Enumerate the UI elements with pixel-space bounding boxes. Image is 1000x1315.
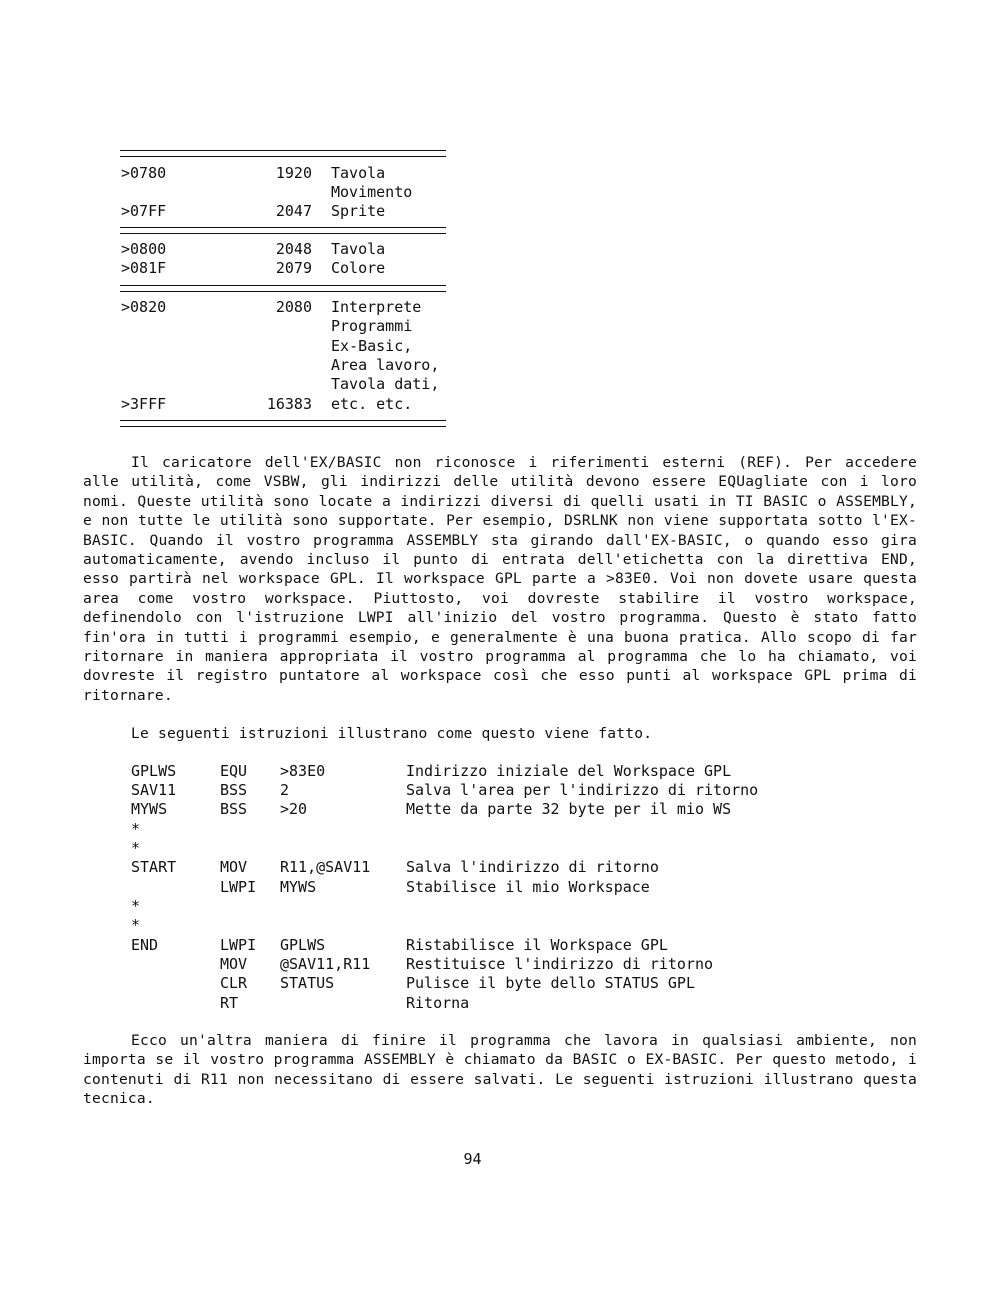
table-cell-description: Tavola dati, bbox=[331, 375, 440, 393]
code-label: MYWS bbox=[131, 800, 168, 818]
table-cell-description: Sprite bbox=[331, 202, 386, 220]
code-label: * bbox=[131, 820, 141, 838]
code-comment: Mette da parte 32 byte per il mio WS bbox=[406, 800, 732, 818]
code-comment: Restituisce l'indirizzo di ritorno bbox=[406, 955, 714, 973]
table-cell-decimal: 2047 bbox=[275, 202, 312, 220]
table-cell-description: Ex-Basic, bbox=[331, 337, 413, 355]
code-comment: Pulisce il byte dello STATUS GPL bbox=[406, 974, 695, 992]
code-operand: >20 bbox=[280, 800, 308, 818]
table-cell-description: Movimento bbox=[331, 183, 413, 201]
table-separator bbox=[120, 227, 446, 234]
table-cell-address: >0820 bbox=[121, 298, 167, 316]
code-label: GPLWS bbox=[131, 762, 177, 780]
code-opcode: CLR bbox=[220, 974, 248, 992]
code-opcode: MOV bbox=[220, 858, 248, 876]
table-cell-description: Tavola bbox=[331, 240, 386, 258]
code-opcode: LWPI bbox=[220, 878, 257, 896]
table-cell-decimal: 2079 bbox=[275, 259, 312, 277]
code-label: END bbox=[131, 936, 159, 954]
page-number: 94 bbox=[463, 1150, 482, 1168]
code-opcode: BSS bbox=[220, 800, 248, 818]
table-cell-address: >0800 bbox=[121, 240, 167, 258]
body-paragraph: Ecco un'altra maniera di finire il programma che lavora in qualsiasi ambiente, non importa se il vostro programma ASSEMBLY è chiamato da BASIC o EX-BASIC. Per questo metodo, i contenuti di R11 non necessitano di essere salvati. Le seguenti istruzioni illustrano questa tecnica. bbox=[83, 1032, 917, 1108]
table-cell-address: >07FF bbox=[121, 202, 167, 220]
body-paragraph: Le seguenti istruzioni illustrano come questo viene fatto. bbox=[131, 725, 653, 742]
code-comment: Stabilisce il mio Workspace bbox=[406, 878, 650, 896]
code-opcode: LWPI bbox=[220, 936, 257, 954]
code-opcode: RT bbox=[220, 994, 239, 1012]
table-cell-decimal: 2048 bbox=[275, 240, 312, 258]
code-label: * bbox=[131, 897, 141, 915]
code-operand: 2 bbox=[280, 781, 290, 799]
table-cell-address: >081F bbox=[121, 259, 167, 277]
table-separator bbox=[120, 420, 446, 427]
table-cell-description: etc. etc. bbox=[331, 395, 413, 413]
table-cell-address: >3FFF bbox=[121, 395, 167, 413]
code-operand: @SAV11,R11 bbox=[280, 955, 371, 973]
table-separator bbox=[120, 150, 446, 157]
table-cell-description: Colore bbox=[331, 259, 386, 277]
code-comment: Indirizzo iniziale del Workspace GPL bbox=[406, 762, 732, 780]
code-label: * bbox=[131, 839, 141, 857]
table-cell-decimal: 16383 bbox=[266, 395, 312, 413]
code-operand: STATUS bbox=[280, 974, 335, 992]
table-cell-decimal: 2080 bbox=[275, 298, 312, 316]
table-cell-description: Interprete bbox=[331, 298, 422, 316]
table-cell-description: Tavola bbox=[331, 164, 386, 182]
code-opcode: MOV bbox=[220, 955, 248, 973]
code-comment: Salva l'area per l'indirizzo di ritorno bbox=[406, 781, 759, 799]
code-label: START bbox=[131, 858, 177, 876]
code-comment: Ristabilisce il Workspace GPL bbox=[406, 936, 668, 954]
code-opcode: EQU bbox=[220, 762, 248, 780]
table-separator bbox=[120, 285, 446, 292]
code-operand: >83E0 bbox=[280, 762, 326, 780]
code-opcode: BSS bbox=[220, 781, 248, 799]
body-paragraph: Il caricatore dell'EX/BASIC non riconosce i riferimenti esterni (REF). Per accedere alle utilità, come VSBW, gli indirizzi delle utilità devono essere EQUagliate con i loro nomi. Queste utilità sono locate a indirizzi diversi di quelli usati in TI BASIC o ASSEMBLY, e non tutte le utilità sono supportate. Per esempio, DSRLNK non viene supportata sotto l'EX-BASIC. Quando il vostro programma ASSEMBLY sta girando dall'EX-BASIC, o quando esso gira automaticamente, avendo incluso il punto di entrata dell'etichetta con la direttiva END, esso partirà nel workspace GPL. Il workspace GPL parte a >83E0. Voi non dovete usare questa area come vostro workspace. Piuttosto, voi dovreste stabilire il vostro workspace, definendolo con l'istruzione LWPI all'inizio del vostro programma. Questo è stato fatto fin'ora in tutti i programmi esempio, e generalmente è una buona pratica. Allo scopo di far ritornare in maniera appropriata il vostro programma al programma che lo ha chiamato, voi dovreste il registro puntatore al workspace così che esso punti al workspace GPL prima di ritornare. bbox=[83, 454, 917, 704]
code-comment: Salva l'indirizzo di ritorno bbox=[406, 858, 659, 876]
table-cell-decimal: 1920 bbox=[275, 164, 312, 182]
code-operand: GPLWS bbox=[280, 936, 326, 954]
table-cell-description: Programmi bbox=[331, 317, 413, 335]
code-label: * bbox=[131, 916, 141, 934]
code-comment: Ritorna bbox=[406, 994, 470, 1012]
table-cell-description: Area lavoro, bbox=[331, 356, 440, 374]
code-operand: R11,@SAV11 bbox=[280, 858, 371, 876]
code-label: SAV11 bbox=[131, 781, 177, 799]
code-operand: MYWS bbox=[280, 878, 317, 896]
table-cell-address: >0780 bbox=[121, 164, 167, 182]
